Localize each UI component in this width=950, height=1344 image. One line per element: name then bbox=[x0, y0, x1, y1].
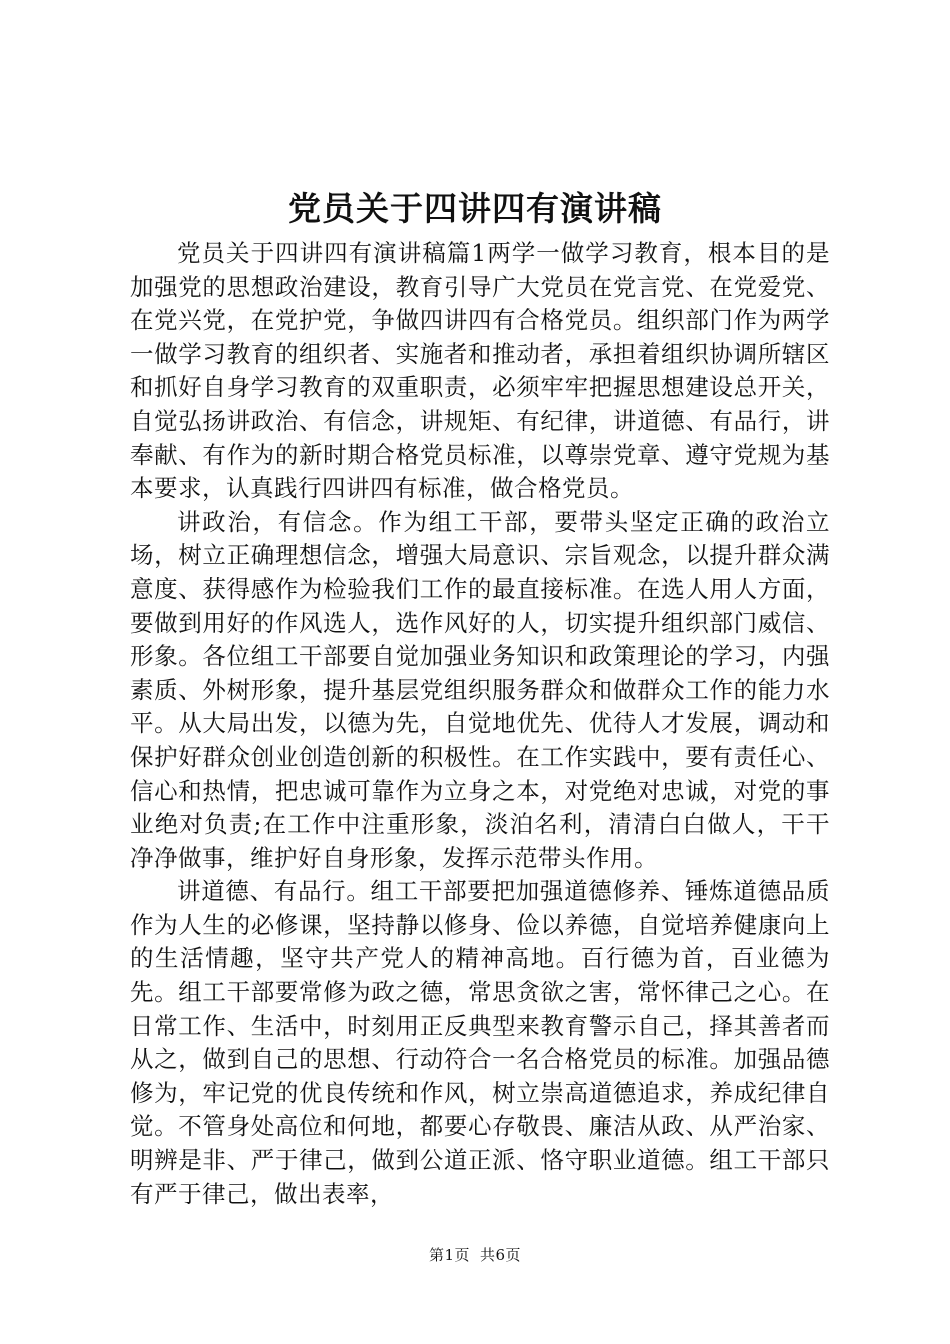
document-body bbox=[130, 237, 830, 1211]
paragraph-intro: 党员关于四讲四有演讲稿篇1两学一做学习教育，根本目的是加强党的思想政治建设，教育引导广大党员在党言党、在党爱党、在党兴党，在党护党，争做四讲四有合格党员。组织部门作为两学一做学习教育的组织者、实施者和推动者，承担着组织协调所辖区和抓好自身学习教育的双重职责，必须牢牢把握思想建设总开关，自觉弘扬讲政治、有信念，讲规矩、有纪律，讲道德、有品行，讲奉献、有作为的新时期合格党员标准，以尊崇党章、遵守党规为基本要求，认真践行四讲四有标准，做合格党员。 bbox=[130, 239, 830, 503]
page-footer bbox=[0, 1243, 950, 1267]
page-number: 第1页 bbox=[428, 1246, 470, 1264]
document-title: 党员关于四讲四有演讲稿 bbox=[288, 189, 662, 228]
paragraph-morality: 讲道德、有品行。组工干部要把加强道德修养、锤炼道德品质作为人生的必修课，坚持静以修身、俭以养德，自觉培养健康向上的生活情趣，坚守共产党人的精神高地。百行德为首，百业德为先。组工干部要常修为政之德，常思贪欲之害，常怀律己之心。在日常工作、生活中，时刻用正反典型来教育警示自己，择其善者而从之，做到自己的思想、行动符合一名合格党员的标准。加强品德修为，牢记党的优良传统和作风，树立崇高道德追求，养成纪律自觉。不管身处高位和何地，都要心存敬畏、廉洁从政、从严治家、明辨是非、严于律己，做到公道正派、恪守职业道德。组工干部只有严于律己，做出表率， bbox=[130, 877, 830, 1208]
paragraph-politics: 讲政治，有信念。作为组工干部，要带头坚定正确的政治立场，树立正确理想信念，增强大局意识、宗旨观念，以提升群众满意度、获得感作为检验我们工作的最直接标准。在选人用人方面，要做到用好的作风选人，选作风好的人，切实提升组织部门威信、形象。各位组工干部要自觉加强业务知识和政策理论的学习，内强素质、外树形象，提升基层党组织服务群众和做群众工作的能力水平。从大局出发，以德为先，自觉地优先、优待人才发展，调动和保护好群众创业创造创新的积极性。在工作实践中，要有责任心、信心和热情，把忠诚可靠作为立身之本，对党绝对忠诚，对党的事业绝对负责;在工作中注重形象，淡泊名利，清清白白做人，干干净净做事，维护好自身形象，发挥示范带头作用。 bbox=[130, 507, 830, 872]
page-total: 共6页 bbox=[480, 1246, 522, 1264]
